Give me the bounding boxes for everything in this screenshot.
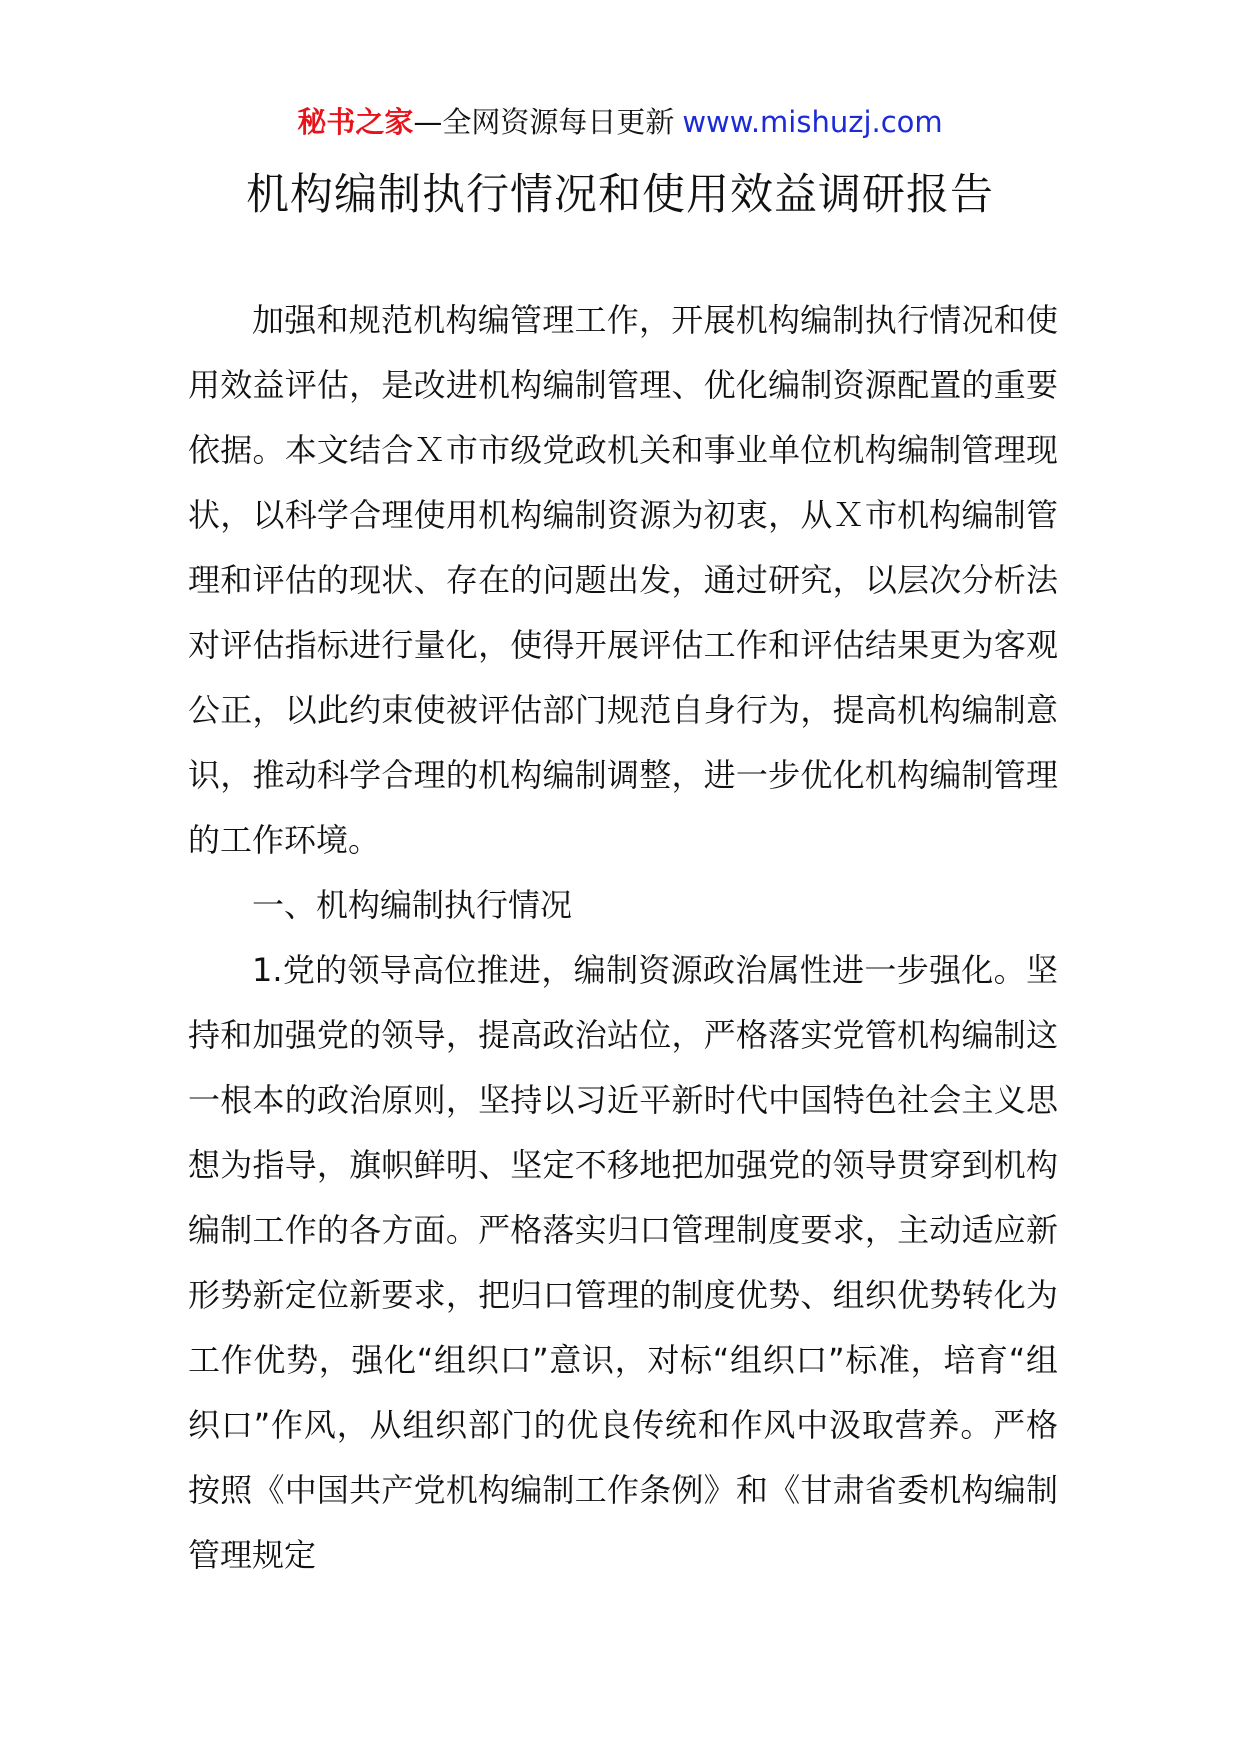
intro-paragraph: 加强和规范机构编管理工作，开展机构编制执行情况和使用效益评估，是改进机构编制管理、优化编制资源配置的重要依据。本文结合Ｘ市市级党政机关和事业单位机构编制管理现状，以科学合理使用机构编制资源为初衷，从Ｘ市机构编制管理和评估的现状、存在的问题出发，通过研究，以层次分析法对评估指标进行量化，使得开展评估工作和评估结果更为客观公正，以此约束使被评估部门规范自身行为，提高机构编制意识，推动科学合理的机构编制调整，进一步优化机构编制管理的工作环境。 bbox=[188, 301, 1058, 859]
site-url-link[interactable]: www.mishuzj.com bbox=[682, 105, 943, 139]
document-title: 机构编制执行情况和使用效益调研报告 bbox=[246, 170, 994, 220]
site-slogan: —全网资源每日更新 bbox=[413, 105, 675, 139]
site-brand: 秘书之家 bbox=[297, 105, 414, 139]
document-body bbox=[188, 288, 1058, 1588]
section-heading: 一、机构编制执行情况 bbox=[252, 886, 573, 924]
section-paragraph: 1.党的领导高位推进，编制资源政治属性进一步强化。坚持和加强党的领导，提高政治站位，严格落实党管机构编制这一根本的政治原则，坚持以习近平新时代中国特色社会主义思想为指导，旗帜鲜明、坚定不移地把加强党的领导贯穿到机构编制工作的各方面。严格落实归口管理制度要求，主动适应新形势新定位新要求，把归口管理的制度优势、组织优势转化为工作优势，强化“组织口”意识，对标“组织口”标准，培育“组织口”作风，从组织部门的优良传统和作风中汲取营养。严格按照《中国共产党机构编制工作条例》和《甘肃省委机构编制管理规定 bbox=[188, 951, 1058, 1574]
page-header bbox=[0, 100, 1240, 144]
